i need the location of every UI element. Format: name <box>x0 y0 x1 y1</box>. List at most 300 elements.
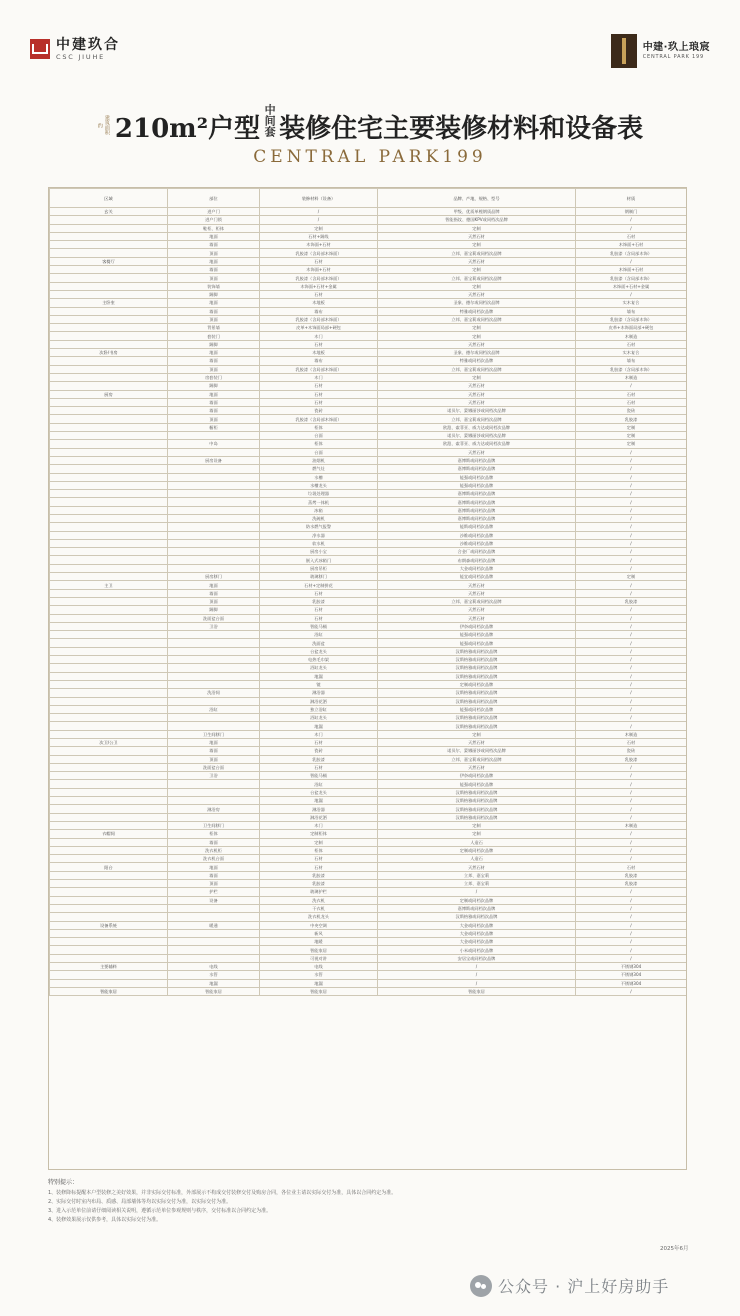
table-cell <box>50 415 168 423</box>
table-cell <box>50 282 168 290</box>
table-cell: 石材 <box>260 863 378 871</box>
table-cell: 能强或同档次品牌 <box>378 631 576 639</box>
table-row <box>50 299 687 307</box>
table-cell: / <box>576 763 687 771</box>
table-cell: 汉斯格雅或同档次品牌 <box>378 664 576 672</box>
table-cell: / <box>576 838 687 846</box>
table-row <box>50 971 687 979</box>
table-cell <box>168 631 260 639</box>
table-cell: 石材 <box>260 614 378 622</box>
table-row <box>50 556 687 564</box>
table-cell: 智能家居 <box>168 987 260 995</box>
notes-title: 特别提示： <box>48 1179 79 1186</box>
title-small: 中间套 <box>263 104 277 137</box>
table-cell <box>50 971 168 979</box>
table-cell: 乳胶漆 <box>576 880 687 888</box>
table-cell: 地面 <box>168 739 260 747</box>
table-cell: 地面 <box>168 863 260 871</box>
table-cell: 玻璃护栏 <box>260 888 378 896</box>
table-row <box>50 689 687 697</box>
table-cell: 地暖 <box>260 938 378 946</box>
table-cell <box>50 448 168 456</box>
watermark <box>470 1274 669 1297</box>
table-cell: 嘉博斯或同档次品牌 <box>378 456 576 464</box>
table-cell: 洗衣机 <box>260 896 378 904</box>
table-cell: 嘉博斯或同档次品牌 <box>378 506 576 514</box>
table-cell: 特雅或同档次品牌 <box>378 357 576 365</box>
table-cell: / <box>378 888 576 896</box>
table-cell: 淋浴房 <box>168 805 260 813</box>
table-cell: 踢脚 <box>168 340 260 348</box>
table-cell: 踢脚 <box>168 382 260 390</box>
table-cell: 圣象、德尔或同档次品牌 <box>378 349 576 357</box>
table-cell <box>50 880 168 888</box>
table-cell: / <box>576 987 687 995</box>
table-cell: / <box>576 846 687 854</box>
table-cell: / <box>576 448 687 456</box>
table-cell <box>50 506 168 514</box>
table-cell: / <box>576 581 687 589</box>
table-cell: 汉斯格雅或同档次品牌 <box>378 805 576 813</box>
table-cell <box>50 780 168 788</box>
table-cell: / <box>576 622 687 630</box>
table-cell <box>50 365 168 373</box>
table-row <box>50 390 687 398</box>
table-cell <box>50 846 168 854</box>
table-cell <box>168 564 260 572</box>
table-cell: 电热毛巾架 <box>260 656 378 664</box>
developer-logo <box>30 38 120 61</box>
table-row <box>50 871 687 879</box>
table-cell <box>50 232 168 240</box>
note-line: 4、装修效果展示仅供参考，具体以实际交付为准。 <box>48 1217 162 1223</box>
table-cell <box>168 672 260 680</box>
table-cell: 玻璃移门 <box>260 573 378 581</box>
table-cell <box>50 523 168 531</box>
table-cell: 瓷砖 <box>260 407 378 415</box>
table-cell <box>50 548 168 556</box>
table-cell: 电线 <box>168 963 260 971</box>
table-cell <box>168 432 260 440</box>
table-cell: / <box>576 896 687 904</box>
table-cell <box>50 465 168 473</box>
table-cell: 墙面 <box>168 871 260 879</box>
table-cell: 定制 <box>576 440 687 448</box>
table-row <box>50 490 687 498</box>
table-cell: 厨房 <box>50 390 168 398</box>
table-cell <box>50 813 168 821</box>
table-cell: 阳台 <box>50 863 168 871</box>
table-cell: 乳胶漆（含局部木饰面） <box>260 415 378 423</box>
table-cell <box>50 730 168 738</box>
table-row <box>50 456 687 464</box>
table-row <box>50 946 687 954</box>
table-cell: 乳胶漆 <box>260 871 378 879</box>
table-row <box>50 266 687 274</box>
table-row <box>50 407 687 415</box>
table-cell: 墙面 <box>168 266 260 274</box>
table-cell: 洗浴间 <box>168 689 260 697</box>
table-cell: 大金或同档次品牌 <box>378 564 576 572</box>
table-cell <box>50 929 168 937</box>
table-row <box>50 987 687 995</box>
table-cell <box>50 904 168 912</box>
table-cell: 设备 <box>168 896 260 904</box>
table-row <box>50 324 687 332</box>
note-line: 2、实际交付时室内布局、质感、局部墙体等均以实际交付为准，以实际交付为准。 <box>48 1199 232 1205</box>
table-cell <box>50 772 168 780</box>
table-cell <box>50 672 168 680</box>
table-cell: / <box>576 564 687 572</box>
table-cell: 智能家居 <box>260 946 378 954</box>
table-cell: 玄关 <box>50 208 168 216</box>
table-row <box>50 830 687 838</box>
table-cell <box>50 456 168 464</box>
table-row <box>50 863 687 871</box>
table-cell: 定制 <box>378 821 576 829</box>
table-cell: 甲级、优质单樘钢质品牌 <box>378 208 576 216</box>
notes-section <box>48 1177 688 1225</box>
table-cell: 汉斯格雅或同档次品牌 <box>378 797 576 805</box>
table-cell: / <box>576 216 687 224</box>
table-cell: / <box>576 722 687 730</box>
table-cell: 装饰墙 <box>168 282 260 290</box>
table-cell: 汉斯格雅或同档次品牌 <box>378 672 576 680</box>
table-cell <box>50 340 168 348</box>
table-cell <box>50 821 168 829</box>
table-row <box>50 232 687 240</box>
table-cell: 乳胶漆（含局部木饰） <box>576 315 687 323</box>
table-cell: 天然石材 <box>378 614 576 622</box>
table-cell <box>50 224 168 232</box>
table-cell <box>50 705 168 713</box>
table-cell: 石材 <box>576 739 687 747</box>
table-cell: 沙维或同档次品牌 <box>378 531 576 539</box>
table-cell: 嘉博斯或同档次品牌 <box>378 490 576 498</box>
table-cell: 实木复合 <box>576 349 687 357</box>
table-cell: 定制或同档次品牌 <box>378 680 576 688</box>
table-cell: 客餐厅 <box>50 257 168 265</box>
table-row <box>50 581 687 589</box>
table-cell: 不锈钢304 <box>576 971 687 979</box>
table-cell: / <box>576 606 687 614</box>
table-cell: 天然石材 <box>378 589 576 597</box>
table-row <box>50 888 687 896</box>
table-cell: 地漏 <box>260 797 378 805</box>
title-main: 装修住宅主要装修材料和设备表 <box>279 114 644 144</box>
table-cell: 定制 <box>378 282 576 290</box>
table-cell <box>168 531 260 539</box>
table-cell <box>50 689 168 697</box>
table-cell: 能强或同档次品牌 <box>378 639 576 647</box>
table-cell <box>50 797 168 805</box>
table-cell: 汉斯格雅或同档次品牌 <box>378 689 576 697</box>
table-row <box>50 938 687 946</box>
table-cell: 乳胶漆 <box>576 871 687 879</box>
table-cell: / <box>576 539 687 547</box>
table-cell: 安居宝或同档次品牌 <box>378 954 576 962</box>
table-cell: 立邦、嘉宝莉 <box>378 871 576 879</box>
table-cell: 地漏 <box>260 979 378 987</box>
table-cell: 墙面 <box>168 747 260 755</box>
table-cell: 冰箱 <box>260 506 378 514</box>
table-cell: / <box>378 963 576 971</box>
table-cell: 垃圾处理器 <box>260 490 378 498</box>
table-cell <box>50 896 168 904</box>
table-cell: 石材 <box>576 863 687 871</box>
table-cell <box>50 332 168 340</box>
table-cell: / <box>576 921 687 929</box>
table-cell: 洗衣机龙头 <box>260 913 378 921</box>
table-row <box>50 373 687 381</box>
table-cell: 乳胶漆 <box>576 755 687 763</box>
table-cell: 立邦、嘉宝莉或同档次品牌 <box>378 315 576 323</box>
table-row <box>50 763 687 771</box>
table-cell: 顶面 <box>168 249 260 257</box>
table-cell: 台盆龙头 <box>260 788 378 796</box>
table-cell: 石材 <box>260 739 378 747</box>
table-header-cell: 材质 <box>576 189 687 208</box>
table-cell <box>168 514 260 522</box>
table-row <box>50 282 687 290</box>
table-cell: 洗面盆台面 <box>168 614 260 622</box>
table-row <box>50 755 687 763</box>
table-cell: 智能家居 <box>378 987 576 995</box>
table-cell: 木门 <box>260 373 378 381</box>
table-cell: 皮革+木饰面局部+硬包 <box>260 324 378 332</box>
note-line: 3、进入示范单位前请仔细阅读相关说明，遵循示范单位参观规则与秩序，交付标准以合同约定为准。 <box>48 1208 272 1214</box>
table-cell: 小米或同档次品牌 <box>378 946 576 954</box>
table-cell <box>50 747 168 755</box>
table-cell: 天然石材 <box>378 581 576 589</box>
table-cell <box>168 639 260 647</box>
table-row <box>50 855 687 863</box>
table-cell: / <box>576 631 687 639</box>
table-cell: 柜体 <box>168 830 260 838</box>
table-row <box>50 821 687 829</box>
table-cell: 墙布 <box>260 357 378 365</box>
table-cell: 橱柜 <box>168 423 260 431</box>
table-cell <box>50 481 168 489</box>
table-cell: / <box>576 498 687 506</box>
table-cell: / <box>576 697 687 705</box>
table-cell: 定制 <box>378 266 576 274</box>
table-cell: 顶面 <box>168 274 260 282</box>
table-cell: 乳胶漆（含局部木饰面） <box>260 315 378 323</box>
table-header-row <box>50 189 687 208</box>
table-cell <box>50 573 168 581</box>
table-cell: / <box>576 224 687 232</box>
table-cell: 定制 <box>378 324 576 332</box>
table-cell: 地漏 <box>260 722 378 730</box>
table-cell <box>50 622 168 630</box>
table-cell <box>50 938 168 946</box>
table-cell: 油烟机 <box>260 456 378 464</box>
table-cell: 定制 <box>260 838 378 846</box>
table-cell: 地面 <box>168 299 260 307</box>
table-cell <box>168 788 260 796</box>
table-cell: / <box>576 772 687 780</box>
table-cell: 智能指纹、德国KPV或同档次品牌 <box>378 216 576 224</box>
table-cell: / <box>576 481 687 489</box>
table-cell: 浴缸龙头 <box>260 664 378 672</box>
table-cell <box>50 423 168 431</box>
table-cell <box>50 539 168 547</box>
table-cell: 木饰面+石材+金属 <box>576 282 687 290</box>
table-cell: / <box>576 523 687 531</box>
table-row <box>50 216 687 224</box>
table-cell <box>168 813 260 821</box>
table-cell: / <box>576 614 687 622</box>
table-cell <box>50 398 168 406</box>
table-cell: 设备系统 <box>50 921 168 929</box>
table-cell: / <box>378 971 576 979</box>
table-cell: 乳胶漆 <box>260 597 378 605</box>
table-cell: 瓷砖 <box>576 747 687 755</box>
table-cell: 乳胶漆（含局部木饰面） <box>260 365 378 373</box>
table-cell: 中央空调 <box>260 921 378 929</box>
table-row <box>50 415 687 423</box>
table-cell: 天然石材 <box>378 763 576 771</box>
table-cell: 地面 <box>168 349 260 357</box>
table-cell <box>168 473 260 481</box>
table-cell <box>168 481 260 489</box>
table-cell: 定制或同档次品牌 <box>378 896 576 904</box>
table-row <box>50 315 687 323</box>
table-row <box>50 481 687 489</box>
table-row <box>50 954 687 962</box>
table-row <box>50 747 687 755</box>
table-cell: 厨房小宝 <box>260 548 378 556</box>
table-cell: 顶面 <box>168 880 260 888</box>
table-row <box>50 249 687 257</box>
table-cell: 石材 <box>260 398 378 406</box>
table-cell: 地漏 <box>260 672 378 680</box>
table-cell: 墙面 <box>168 307 260 315</box>
table-row <box>50 880 687 888</box>
table-row <box>50 656 687 664</box>
table-cell: 能斯或同档次品牌 <box>378 523 576 531</box>
table-cell: 洗面盆 <box>260 639 378 647</box>
table-cell: 护栏 <box>168 888 260 896</box>
project-logo-icon <box>611 34 637 68</box>
table-header-cell: 区域 <box>50 189 168 208</box>
table-row <box>50 465 687 473</box>
table-row <box>50 365 687 373</box>
table-cell: 墙面 <box>168 407 260 415</box>
table-cell: 天然石材 <box>378 739 576 747</box>
table-cell: 嘉博斯或同档次品牌 <box>378 498 576 506</box>
table-cell <box>50 755 168 763</box>
table-cell <box>50 382 168 390</box>
table-row <box>50 340 687 348</box>
table-cell <box>50 855 168 863</box>
table-cell: 木制造 <box>576 373 687 381</box>
table-row <box>50 780 687 788</box>
table-cell: 木饰面+石材 <box>260 266 378 274</box>
table-cell: 台面 <box>260 432 378 440</box>
table-row <box>50 788 687 796</box>
table-cell: 嘉博斯或同档次品牌 <box>378 465 576 473</box>
table-cell: 石材 <box>576 390 687 398</box>
table-cell: / <box>576 465 687 473</box>
table-cell: 木地板 <box>260 349 378 357</box>
table-cell: / <box>576 780 687 788</box>
table-cell: 地面 <box>168 390 260 398</box>
table-cell: 水槽 <box>260 473 378 481</box>
table-cell <box>168 722 260 730</box>
table-cell: 石材 <box>260 290 378 298</box>
table-row <box>50 307 687 315</box>
table-cell <box>168 548 260 556</box>
table-cell: 乳胶漆（含局部木饰） <box>576 365 687 373</box>
table-row <box>50 514 687 522</box>
table-row <box>50 722 687 730</box>
table-cell: 水管 <box>168 971 260 979</box>
table-cell: 踢脚 <box>168 290 260 298</box>
table-cell: 卫浴 <box>168 772 260 780</box>
table-cell: / <box>576 805 687 813</box>
table-row <box>50 597 687 605</box>
table-cell: 石材 <box>576 340 687 348</box>
table-row <box>50 506 687 514</box>
table-cell: 瓷砖 <box>260 747 378 755</box>
note-line: 1、装修降标提醒本户型装修之美好效果，并非实际交付标准，外部展示不构成交付装修交付及购房合同，各位业主请以实际交付为准，具体以合同约定为准。 <box>48 1190 397 1196</box>
table-cell: / <box>576 656 687 664</box>
table-cell: / <box>576 506 687 514</box>
table-cell: 进户门锁 <box>168 216 260 224</box>
table-cell <box>50 979 168 987</box>
table-cell: 木饰面+石材 <box>576 241 687 249</box>
table-cell <box>50 556 168 564</box>
table-cell: / <box>576 672 687 680</box>
table-cell: 汉斯格雅或同档次品牌 <box>378 813 576 821</box>
table-cell: 淋浴器 <box>260 689 378 697</box>
table-cell: 特雅或同档次品牌 <box>378 307 576 315</box>
table-cell: 卫生间移门 <box>168 730 260 738</box>
table-cell: / <box>260 216 378 224</box>
table-cell: 木地板 <box>260 299 378 307</box>
table-cell: 衣帽间 <box>50 830 168 838</box>
table-cell <box>168 954 260 962</box>
table-cell: 立邦、嘉宝莉 <box>378 880 576 888</box>
table-row <box>50 639 687 647</box>
table-cell <box>50 763 168 771</box>
table-cell <box>50 432 168 440</box>
table-cell <box>50 805 168 813</box>
table-cell: 浴缸龙头 <box>260 714 378 722</box>
table-cell <box>168 938 260 946</box>
table-cell: 房套装门 <box>168 373 260 381</box>
table-cell: / <box>576 257 687 265</box>
table-cell <box>50 373 168 381</box>
table-cell <box>50 946 168 954</box>
table-cell: 水管 <box>260 971 378 979</box>
table-row <box>50 432 687 440</box>
table-cell <box>50 597 168 605</box>
table-cell <box>50 647 168 655</box>
table-row <box>50 274 687 282</box>
table-header-cell: 品牌、产地、规格、型号 <box>378 189 576 208</box>
table-cell: 地面 <box>168 581 260 589</box>
table-cell: 乳胶漆（含局部木饰面） <box>260 274 378 282</box>
table-cell: 乳胶漆 <box>576 415 687 423</box>
table-cell <box>50 290 168 298</box>
table-cell: 次卧/书房 <box>50 349 168 357</box>
table-row <box>50 631 687 639</box>
table-cell: 淋浴器 <box>260 805 378 813</box>
table-cell <box>168 490 260 498</box>
